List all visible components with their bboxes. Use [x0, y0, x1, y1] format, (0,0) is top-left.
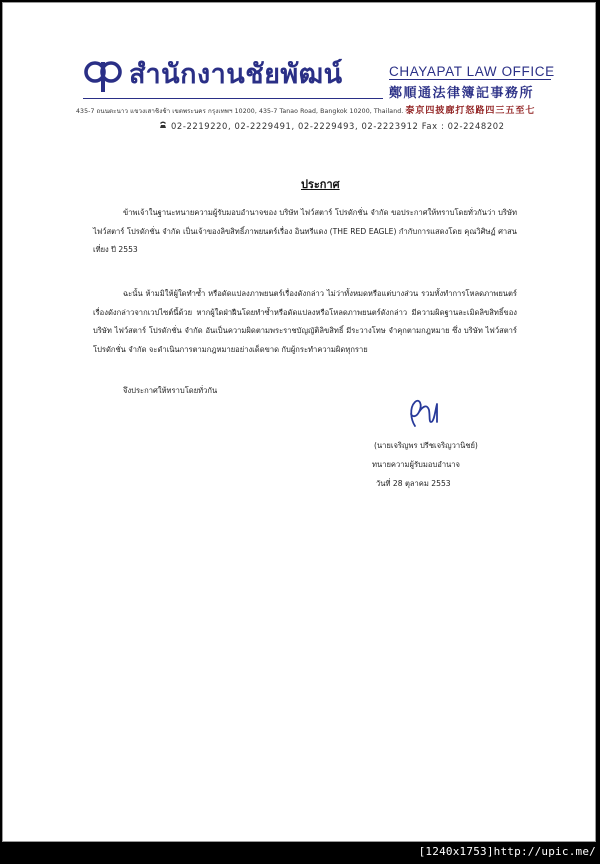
- signatory-role: ทนายความผู้รับมอบอำนาจ: [372, 460, 460, 469]
- notice-paragraph-3: จึงประกาศให้ทราบโดยทั่วกัน: [123, 386, 218, 395]
- notice-paragraph-2: ฉะนั้น ห้ามมิให้ผู้ใดทำซ้ำ หรือดัดแปลงภาพยนตร์เรื่องดังกล่าว ไม่ว่าทั้งหมดหรือแต่บางส่วน รวมทั้งทำการโหลดภาพยนตร์เรื่องดังกล่าวจากเวปไซต์นี้ด้วย หากผู้ใดฝ่าฝืนโดยทำซ้ำหรือดัดแปลงหรือโหลดภาพยนตร์ดังกล่าว มีความผิดฐานละเมิดลิขสิทธิ์ของบริษัท ไฟว์สตาร์ โปรดักชั่น จำกัด อันเป็นความผิดตามพระราชบัญญัติลิขสิทธิ์ มีระวางโทษ จำคุกตามกฎหมาย ซึ่ง บริษัท ไฟว์สตาร์ โปรดักชั่น จำกัด จะดำเนินการตามกฎหมายอย่างเด็ดขาด กับผู้กระทำความผิดทุกราย: [93, 289, 517, 354]
- letterhead-underline: [83, 98, 383, 99]
- address-thai: 435-7 ถนนตะนาว แขวงเสาชิงช้า เขตพระนคร กรุงเทพฯ 10200: [76, 108, 255, 115]
- image-host-watermark: [1240x1753]http://upic.me/: [418, 845, 596, 858]
- contact-line: [159, 121, 505, 131]
- signatory-name: (นายเจริญพร ปรีชเจริญวานิชย์): [374, 441, 478, 450]
- notice-paragraph-1: ข้าพเจ้าในฐานะทนายความผู้รับมอบอำนาจของ บริษัท ไฟว์สตาร์ โปรดักชั่น จำกัด ขอประกาศให้ทราบโดยทั่วกันว่า บริษัท ไฟว์สตาร์ โปรดักชั่น จำกัด เป็นเจ้าของลิขสิทธิ์ภาพยนตร์เรื่อง อินทรีแดง (THE RED EAGLE) กำกับการแสดงโดย คุณวิศิษฏ์ ศาสนเที่ยง ปี 2553: [93, 208, 517, 254]
- letterhead-divider: [389, 79, 551, 80]
- telephone-icon: [159, 121, 167, 131]
- address-chinese: 泰京四披廊打怒路四三五至七: [405, 106, 536, 116]
- address-english: , 435-7 Tanao Road, Bangkok 10200, Thailand.: [254, 108, 404, 115]
- document-page: [2, 2, 596, 842]
- firm-name-thai: สำนักงานชัยพัฒน์: [129, 59, 343, 90]
- contact-numbers: 02-2219220, 02-2229491, 02-2229493, 02-2223912 Fax : 02-2248202: [171, 121, 505, 131]
- firm-monogram-logo: [83, 59, 123, 93]
- firm-name-english: CHAYAPAT LAW OFFICE: [389, 64, 555, 79]
- firm-address: [76, 103, 574, 116]
- handwritten-signature: [401, 396, 447, 430]
- signature-date: วันที่ 28 ตุลาคม 2553: [376, 479, 451, 488]
- notice-title: ประกาศ: [301, 178, 340, 191]
- firm-name-chinese: 鄭順通法律簿記事務所: [389, 86, 535, 101]
